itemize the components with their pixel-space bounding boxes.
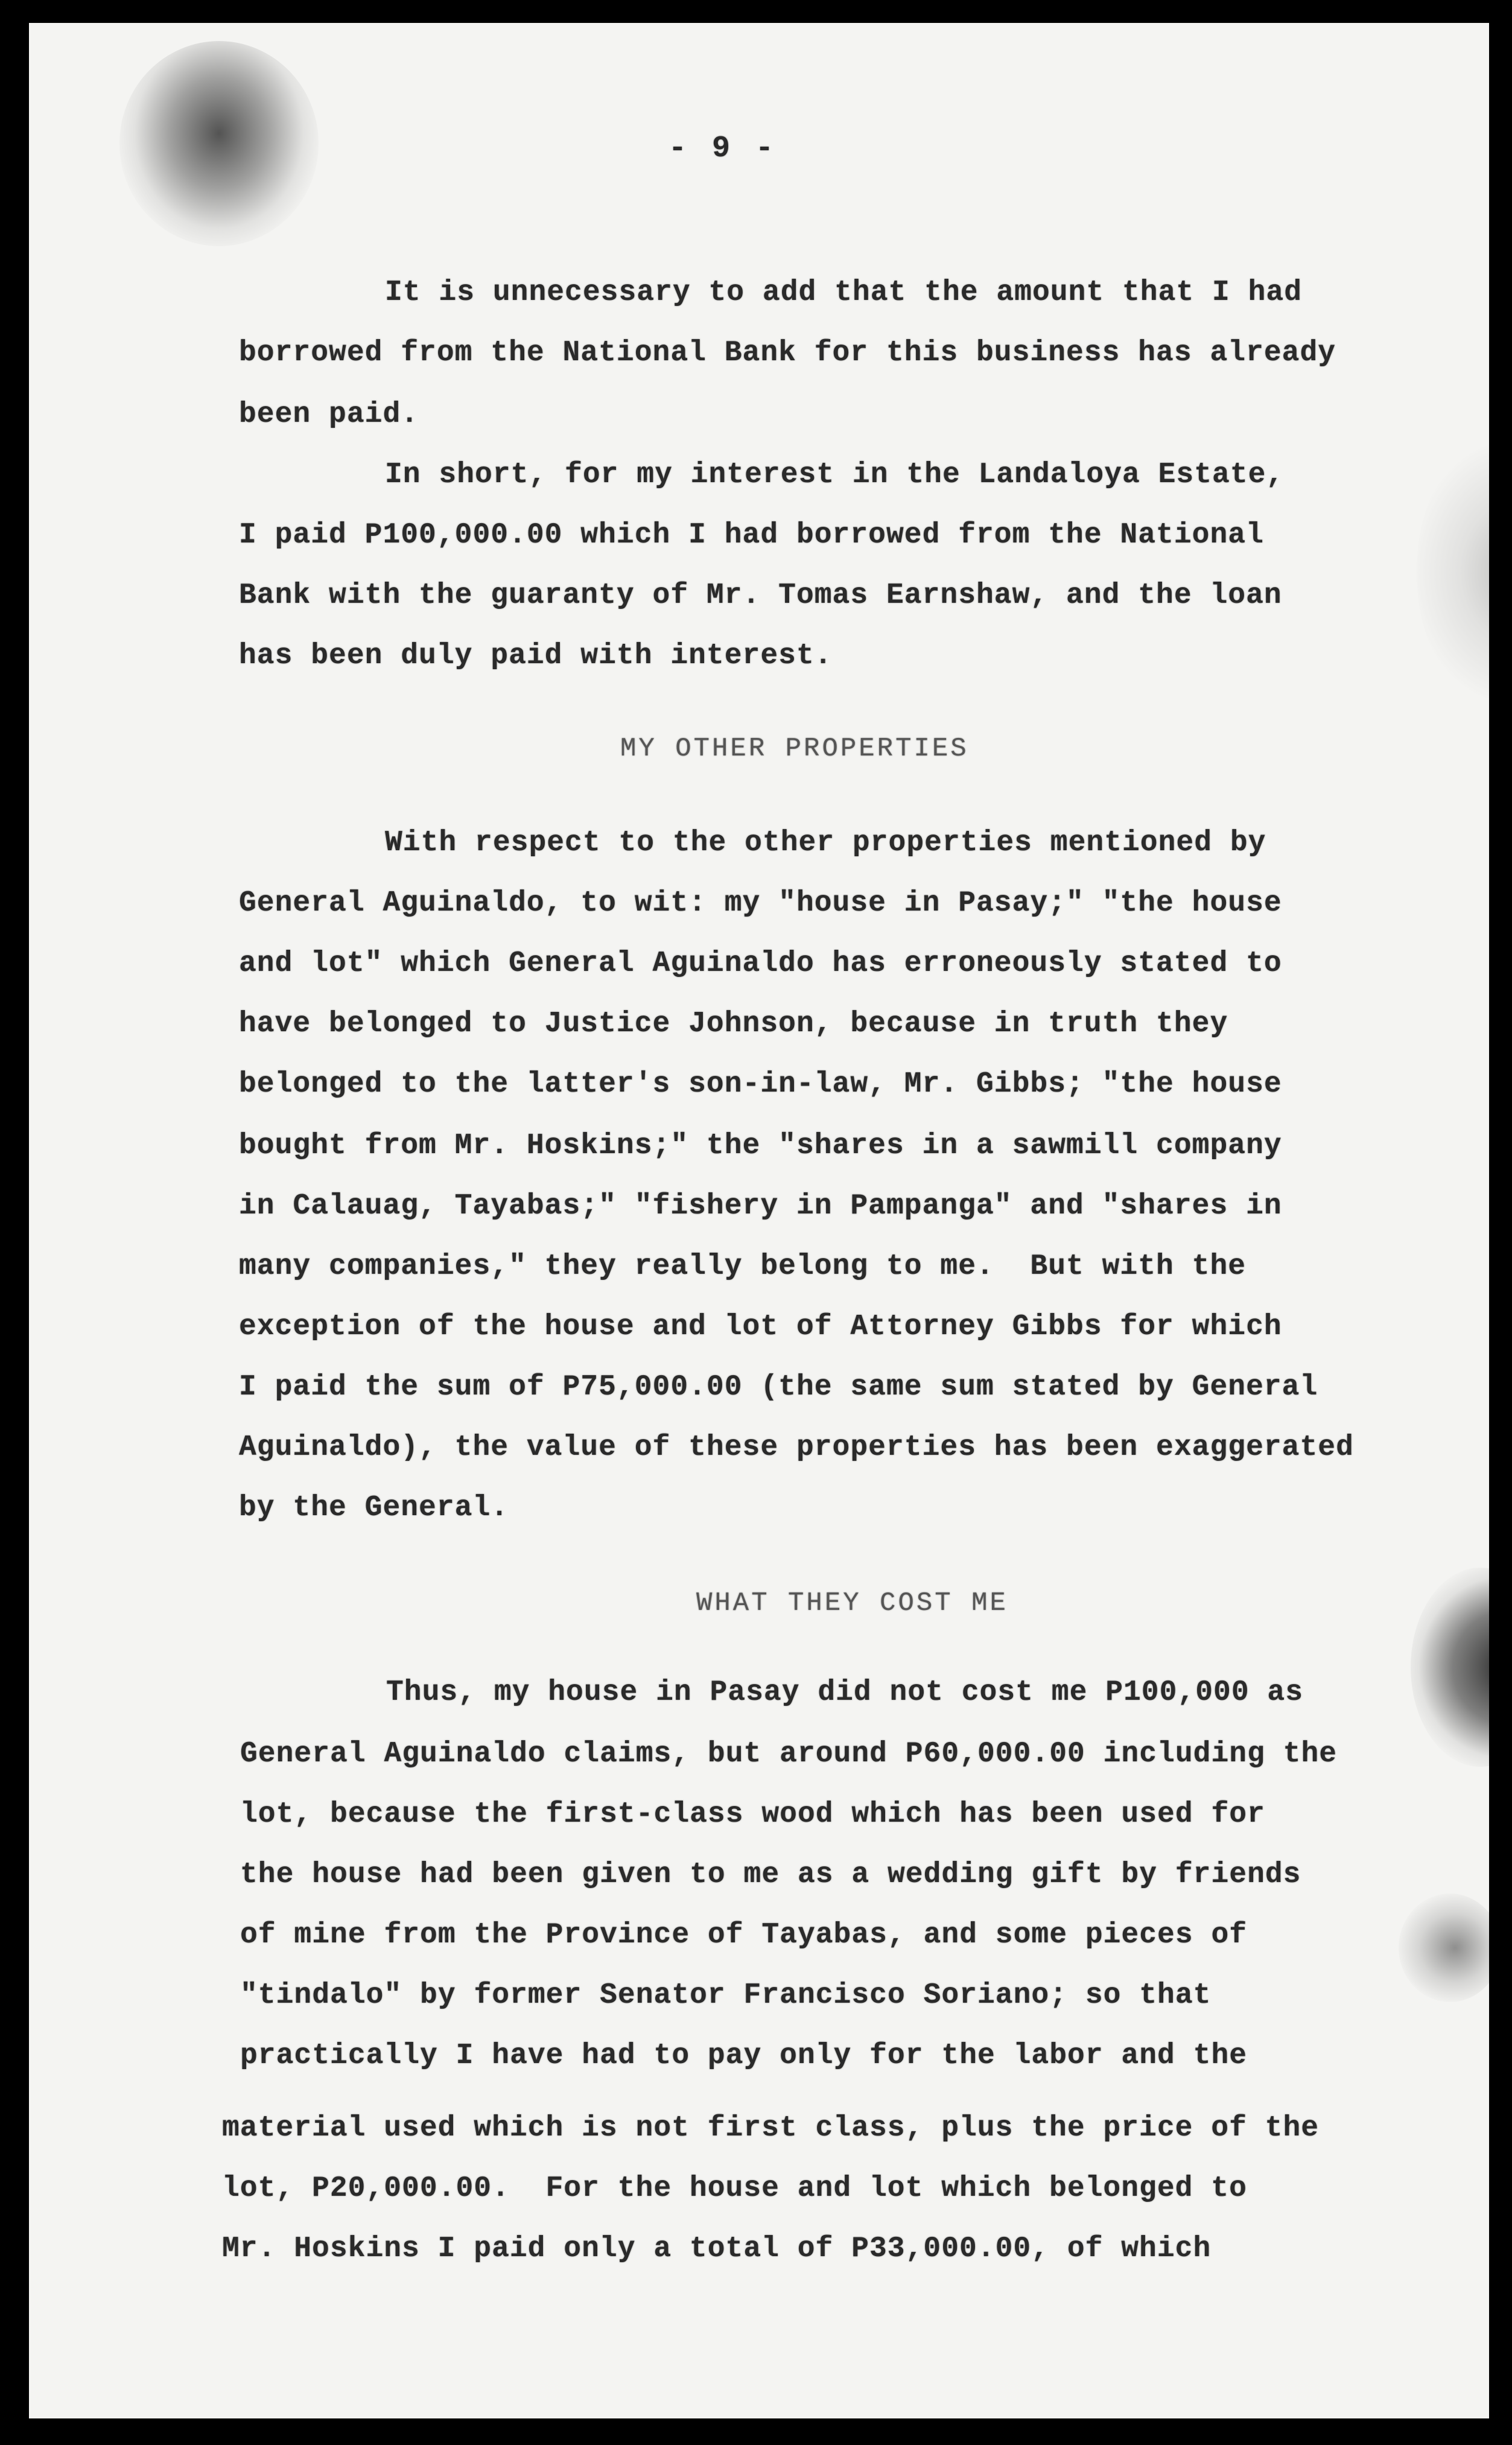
text-line: General Aguinaldo, to wit: my "house in Pasay;" "the house <box>239 887 1282 920</box>
text-line: by the General. <box>239 1492 509 1524</box>
page-number: - 9 - <box>669 132 778 166</box>
text-line: belonged to the latter's son-in-law, Mr. Gibbs; "the house <box>239 1068 1282 1101</box>
typed-text-body <box>29 23 1489 2418</box>
text-line: exception of the house and lot of Attorney Gibbs for which <box>239 1311 1282 1343</box>
text-line: Thus, my house in Pasay did not cost me P100,000 as <box>386 1676 1304 1709</box>
text-line: lot, P20,000.00. For the house and lot which belonged to <box>222 2172 1247 2205</box>
text-line: bought from Mr. Hoskins;" the "shares in a sawmill company <box>239 1130 1282 1162</box>
text-line: have belonged to Justice Johnson, because in truth they <box>239 1008 1228 1040</box>
text-line: of mine from the Province of Tayabas, and some pieces of <box>240 1919 1248 1951</box>
text-line: material used which is not first class, plus the price of the <box>222 2112 1320 2145</box>
text-line: the house had been given to me as a wedding gift by friends <box>240 1858 1301 1891</box>
text-line: Mr. Hoskins I paid only a total of P33,000.00, of which <box>222 2233 1212 2265</box>
section-heading: MY OTHER PROPERTIES <box>620 734 969 764</box>
text-line: lot, because the first-class wood which has been used for <box>240 1798 1265 1831</box>
text-line: With respect to the other properties mentioned by <box>385 827 1266 859</box>
text-line: In short, for my interest in the Landaloya Estate, <box>385 459 1285 491</box>
text-line: Aguinaldo), the value of these properties has been exaggerated <box>239 1431 1354 1464</box>
text-line: and lot" which General Aguinaldo has erroneously stated to <box>239 947 1282 980</box>
document-page <box>29 23 1489 2418</box>
text-line: I paid P100,000.00 which I had borrowed from the National <box>239 519 1264 552</box>
text-line: Bank with the guaranty of Mr. Tomas Earnshaw, and the loan <box>239 579 1282 612</box>
text-line: has been duly paid with interest. <box>239 640 833 672</box>
text-line: been paid. <box>239 398 419 431</box>
text-line: I paid the sum of P75,000.00 (the same sum stated by General <box>239 1371 1318 1404</box>
text-line: in Calauag, Tayabas;" "fishery in Pampanga" and "shares in <box>239 1190 1282 1222</box>
text-line: practically I have had to pay only for the labor and the <box>240 2040 1248 2072</box>
text-line: borrowed from the National Bank for this business has already <box>239 337 1336 369</box>
section-heading: WHAT THEY COST ME <box>696 1588 1008 1618</box>
text-line: General Aguinaldo claims, but around P60,000.00 including the <box>240 1738 1338 1770</box>
text-line: "tindalo" by former Senator Francisco Soriano; so that <box>240 1979 1212 2012</box>
text-line: It is unnecessary to add that the amount that I had <box>385 276 1303 309</box>
text-line: many companies," they really belong to me. But with the <box>239 1250 1247 1283</box>
